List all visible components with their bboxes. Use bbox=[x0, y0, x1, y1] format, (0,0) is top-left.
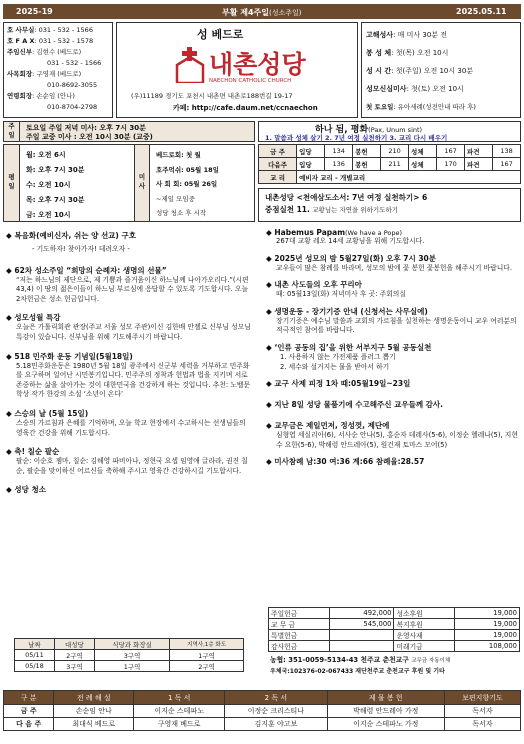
notice-title: ◆ 교무금은 제일먼저, 정성껏, 제단에 bbox=[266, 421, 390, 431]
cleaning-title: ◆ 성당 청소 bbox=[6, 485, 46, 495]
notice-title: ◆ 62차 성소주일 “희망의 순례자: 생명의 선물” bbox=[6, 265, 167, 275]
notice-item bbox=[6, 351, 254, 400]
notice-item bbox=[266, 228, 520, 247]
weekday-row: 목: 오후 7시 30분 bbox=[26, 196, 85, 204]
contact-row: 010-8692-3055 bbox=[47, 81, 98, 89]
address: (우)11189 경기도 포천시 내촌면 내촌로188번길 19-17 bbox=[131, 92, 293, 100]
meeting-row: ~제일 모임중 bbox=[156, 194, 195, 203]
notice-item bbox=[266, 279, 520, 300]
notice-title: ◆ 스승의 날 (5월 15일) bbox=[6, 408, 89, 418]
meeting-list bbox=[156, 148, 219, 221]
notice-title: ◆ ‘인류 공동의 집’을 위한 서부지구 5월 공동실천 bbox=[266, 342, 432, 352]
notice-item bbox=[266, 342, 520, 372]
notice-item bbox=[6, 408, 254, 438]
notice-item bbox=[266, 399, 520, 410]
contact-row: 연령회장: 손순임 (안나) bbox=[7, 92, 75, 100]
notice-item bbox=[266, 253, 520, 274]
hymn-table bbox=[258, 144, 521, 184]
sunday-box bbox=[3, 121, 255, 142]
notice-body: - 기도하자! 찾아가자! 데려오자 - bbox=[32, 245, 130, 253]
table-row: 다 음 주 최대식 베드로 구영재 베드로 김지훈 야고보 이지순 스테파노 가정 독서자 bbox=[4, 718, 521, 731]
sacrament-row: 봉 성 체: 첫(목) 오전 10시 bbox=[366, 49, 449, 57]
table-row: 날짜 대성당 식당과 화장실 지역사,1층 화도 bbox=[15, 639, 244, 650]
offering-table bbox=[268, 607, 520, 652]
contact-row: 010-8704-2798 bbox=[47, 103, 98, 111]
sunday-row: 주일 교중 미사 : 오전 10시 30분 (교중) bbox=[26, 133, 153, 141]
logo-saint: 성 베드로 bbox=[197, 28, 244, 41]
table-row: 주일헌금 492,000 성소후원 19,000 bbox=[269, 608, 520, 619]
notice-title: ◆ Habemus Papam(We have a Pope) bbox=[266, 228, 403, 237]
bank-account: 농협: 351-0059-5134-43 천주교 춘천교구 교무금 자동이체 bbox=[270, 656, 451, 664]
logo-english: NAECHON CATHOLIC CHURCH bbox=[209, 78, 292, 84]
notice-body: 오늘은 가톨릭회관 관장(주교 서울 성모 주관)이신 김한배 안젤로 신부님 성모님 특강이 있습니다. 신부님을 위해 기도해주시기 바랍니다. bbox=[16, 323, 251, 341]
roles-table bbox=[3, 690, 521, 731]
contact-row: 호 사무실: 031 - 532 - 1566 bbox=[7, 26, 93, 34]
table-row: 05/18 3구역 1구역 2구역 bbox=[15, 661, 244, 672]
right-column bbox=[266, 228, 520, 467]
notice-item bbox=[6, 446, 254, 476]
notice-body: 교우들이 많은 참례를 바라며, 성모의 밤에 꽃 봉헌 꽃봉헌을 해주시기 바랍니다. bbox=[276, 263, 513, 272]
table-row: 다음주 입당 136 봉헌 211 성체 170 파견 167 bbox=[259, 158, 521, 171]
meeting-row: 호주먹쉬: 05월 18일 bbox=[156, 165, 219, 174]
meeting-row: 사 회 회: 05월 26일 bbox=[156, 180, 218, 188]
notice-item bbox=[266, 306, 520, 336]
issue-date: 2025.05.11 bbox=[456, 7, 507, 16]
weekday-row: 금: 오전 10시 bbox=[26, 211, 71, 219]
cafe-link[interactable]: http://cafe.daum.net/ccnaechon bbox=[191, 104, 318, 112]
contact-row: 주임신부: 김현수 (베드로) bbox=[7, 48, 82, 56]
notice-body: 장기기증은 예수님 말씀과 교회의 가르침을 실천하는 생명운동이니 교우 여러분의 적극적인 참여를 바랍니다. bbox=[276, 316, 517, 335]
sacrament-row: 성모신심미사: 첫(토) 오전 10시 bbox=[366, 85, 464, 93]
theme-box bbox=[258, 121, 521, 142]
notice-body: 267대 교황 레오 14세 교황님을 위해 기도합시다. bbox=[276, 237, 425, 245]
contact-row: 031 - 532 - 1566 bbox=[47, 59, 102, 67]
notice-title: ◆ 내촌 사도들의 오후 꾸리아 bbox=[266, 280, 362, 290]
theme-title: 하나 됨, 평화(Pax, Unum sint) bbox=[315, 125, 423, 135]
notice-body: 1. 사용하지 않는 가전제품 플러그 뽑기 2. 세수와 설거지는 물을 받아서 하기 bbox=[280, 352, 396, 371]
table-row: 금 주 입당 134 봉헌 210 성체 167 파견 138 bbox=[259, 145, 521, 158]
table-row: 특별헌금 운영사제 19,000 bbox=[269, 630, 520, 641]
weekday-row: 화: 오후 7시 30분 bbox=[26, 166, 85, 174]
notice-item bbox=[266, 378, 520, 389]
sacrament-box bbox=[361, 22, 521, 118]
sunday-tag: 주 일 bbox=[4, 122, 20, 141]
contact-row: 사목회장: 구영재 (베드로) bbox=[7, 70, 82, 78]
sacrament-row: 성 시 간: 첫(주일) 오전 10시 30분 bbox=[366, 67, 474, 75]
week-sub: (성소주일) bbox=[269, 9, 302, 17]
meeting-row: 성당 청소 후 시작 bbox=[156, 209, 207, 217]
notice-item bbox=[6, 312, 254, 342]
formation-practice: 중점실천 11. 교황님는 자연을 위하기도하기 bbox=[265, 205, 399, 214]
notice-body: 5.18민주화운동은 1980년 5월 18일 광주에서 신군부 세력을 거부하고 민주화를 요구하며 일어난 시민봉기입니다. 민주주의 정착과 헌법과 법을 지키며 서로 존중하는 삶을 살아가는 것이 대한민국을 건강하게 하는 것입니다. 추천: 노벨문학상 작가 한강의 소설 ‘소년이 온다’ bbox=[16, 361, 250, 399]
weekday-row: 월: 오전 6시 bbox=[26, 151, 66, 159]
table-row: 05/11 2구역 3구역 1구역 bbox=[15, 650, 244, 661]
weekday-box bbox=[3, 144, 255, 222]
table-row: 교 리 예비자 교리 - 개별교리 bbox=[259, 171, 521, 184]
table-row: 금 주 손순임 안나 이지순 스테파노 이정순 크리스티나 박해령 안드레아 가정 독서자 bbox=[4, 705, 521, 718]
table-row: 구 분 전 례 해 설 1 독 서 2 독 서 제 물 봉 헌 보편지향기도 bbox=[4, 691, 521, 705]
notice-body: 때: 05월13일(화) 저녁미사 후 곳: 주회의실 bbox=[276, 290, 406, 299]
contact-box bbox=[3, 22, 113, 118]
notice-item bbox=[266, 420, 520, 450]
formation-title: 내촌성당 <천애삼도소서: 7년 여정 실천하기> 6 bbox=[265, 193, 428, 202]
notice-body: 심형엽 세실리아(6), 서사순 안나(5), 홍순자 데레사(5-6), 이정순 헬레나(5), 지현수 요한(5-6), 박해령 안드레아(5), 원건재 토마스 모어(5) bbox=[276, 431, 518, 449]
theme-subtitle: 1. 말씀과 성체 살기 2. 7년 여정 실천하기 3. 교리 다시 배우기 bbox=[265, 134, 448, 142]
sunday-row: 토요일 주일 저녁 미사: 오후 7시 30분 bbox=[26, 124, 146, 132]
weekday-list bbox=[26, 148, 85, 223]
sacrament-row: 고해성사: 매 미사 30분 전 bbox=[366, 31, 448, 39]
logo-box bbox=[116, 22, 358, 118]
meeting-row: 베드로회: 첫 월 bbox=[156, 151, 201, 159]
cafe-line: 카페: http://cafe.daum.net/ccnaechon bbox=[173, 104, 318, 112]
notice-item bbox=[6, 230, 254, 255]
table-row: 교 무 금 545,000 복지후원 19,000 bbox=[269, 619, 520, 630]
notice-title: ◆ 복음화(예비신자, 쉬는 양 선교) 구호 bbox=[6, 231, 136, 240]
notice-body: 팔순: 이순호 젬마, 칠순: 김해영 파비아나, 정현국 요셉 임영애 글라라, 권진 칠순, 팔순을 맞이하신 어르신들 축하해 주시고 영육간 건강하시길 기도합시다. bbox=[16, 457, 248, 475]
notice-title: ◆ 교구 사제 피정 1차 때:05월19일~23일 bbox=[266, 379, 411, 389]
notice-title: ◆ 미사참례 남:30 여:36 계:66 참례율:28.57 bbox=[266, 457, 425, 467]
notice-item bbox=[6, 265, 254, 305]
week-title bbox=[222, 7, 302, 18]
contact-row: 호 F A X: 031 - 532 - 1578 bbox=[7, 37, 94, 45]
postal-account: 우체국:102376-02-067433 재단천주교 춘천교구 후원 및 기타 bbox=[270, 668, 445, 675]
formation-box bbox=[258, 188, 521, 222]
issue-number: 2025-19 bbox=[16, 7, 53, 16]
notice-body: “저는 하느님의 제단으로, 제 기쁨과 즐거움이신 하느님께 나아가오리다.”(시편43,4) 이 땅의 젊은이들이 하느님 부르심에 응답할 수 있도록 기도합시다. 오늘 2차헌금은 성소 헌금입니다. bbox=[16, 275, 249, 303]
week-name: 부활 제4주일 bbox=[222, 8, 269, 17]
notice-title: ◆ 2025년 성모의 밤 5월27일(화) 오후 7시 30분 bbox=[266, 253, 437, 263]
notice-title: ◆ 성모성월 특강 bbox=[6, 313, 61, 323]
cleaning-table bbox=[14, 638, 244, 672]
notice-title: ◆ 축! 칠순 팔순 bbox=[6, 447, 60, 457]
church-icon bbox=[175, 47, 205, 83]
sacrament-row: 첫 토요일: 유아세례(성전안내 따라 후) bbox=[366, 103, 476, 111]
notice-title: ◆ 생명운동 - 장기기증 안내 (신청서는 사무실에) bbox=[266, 306, 428, 316]
left-column bbox=[6, 230, 254, 495]
weekday-tag: 평 일 bbox=[4, 145, 20, 221]
logo-name: 내촌성당 bbox=[209, 50, 306, 79]
meeting-tag: 미 사 bbox=[134, 145, 150, 221]
notice-title: ◆ 518 민주화 운동 기념일(5월18일) bbox=[6, 351, 133, 361]
weekday-row: 수: 오전 10시 bbox=[26, 181, 71, 189]
table-row: 감사헌금 미래기금 108,000 bbox=[269, 641, 520, 652]
notice-title: ◆ 지난 8일 성당 물품기에 수고해주신 교우들께 감사. bbox=[266, 400, 444, 410]
notice-item bbox=[266, 456, 520, 467]
notice-body: 스승의 가르침과 은혜를 기억하며, 오늘 학교 현장에서 수고하시는 선생님들의 영육간 건강을 위해 기도합시다. bbox=[16, 418, 246, 437]
